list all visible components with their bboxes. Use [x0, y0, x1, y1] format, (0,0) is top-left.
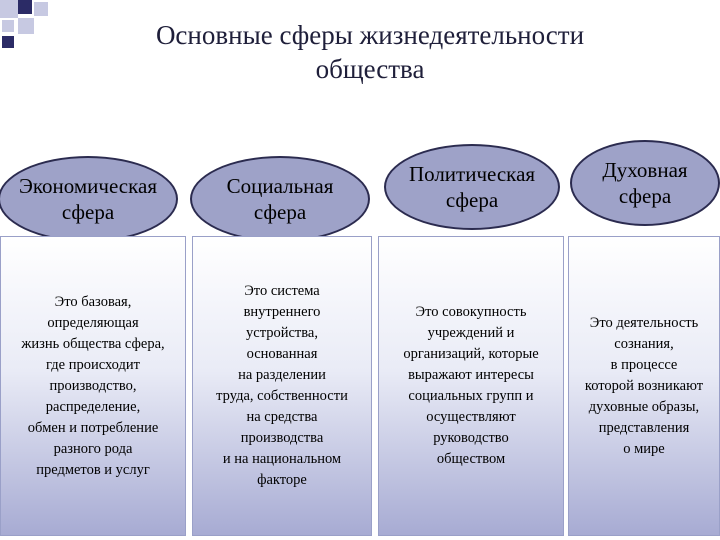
corner-square-5 — [18, 18, 34, 34]
social-sphere-ellipse: Социальная сфера — [190, 156, 370, 242]
corner-square-6 — [2, 36, 14, 48]
corner-square-1 — [0, 0, 18, 18]
political-sphere-description: Это совокупность учреждений и организаций, которые выражают интересы социальных групп и осуществляют руководство обществом — [378, 236, 564, 536]
social-sphere-description: Это система внутреннего устройства, основанная на разделении труда, собственности на средства производства и на национальном факторе — [192, 236, 372, 536]
spiritual-sphere-ellipse: Духовная сфера — [570, 140, 720, 226]
spiritual-sphere-description: Это деятельность сознания, в процессе которой возникают духовные образы, представления о мире — [568, 236, 720, 536]
corner-square-3 — [34, 2, 48, 16]
economic-sphere-ellipse: Экономическая сфера — [0, 156, 178, 242]
political-sphere-ellipse: Политическая сфера — [384, 144, 560, 230]
corner-square-2 — [18, 0, 32, 14]
economic-sphere-description: Это базовая, определяющая жизнь общества сфера, где происходит производство, распределение, обмен и потребление разного рода предметов и услуг — [0, 236, 186, 536]
corner-square-4 — [2, 20, 14, 32]
page-title: Основные сферы жизнедеятельности общества — [155, 20, 585, 84]
